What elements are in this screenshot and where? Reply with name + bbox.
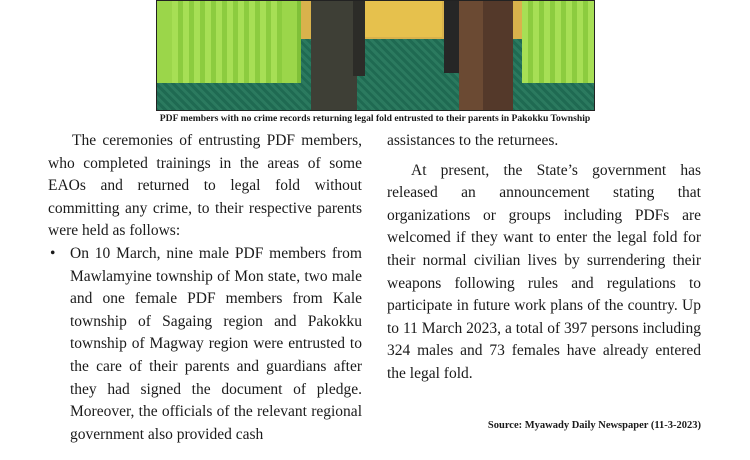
source-credit: Source: Myawady Daily Newspaper (11-3-2023) [487, 420, 701, 431]
photo-table-cloth-right [522, 1, 594, 83]
photo-table-cloth-left-folds [172, 1, 282, 83]
photo-caption: PDF members with no crime records returning legal fold entrusted to their parents in Pakokku Township [159, 113, 591, 124]
right-column [387, 130, 701, 386]
bullet-item [48, 243, 362, 446]
continuation-text: assistances to the returnees. [387, 132, 559, 149]
photo-person-dark [353, 1, 365, 76]
photo-person-uniform [311, 1, 357, 111]
intro-paragraph: The ceremonies of entrusting PDF members, who completed trainings in the areas of some EAOs and returned to legal fold without committing any crime, to their respective parents were held as follows: [48, 132, 362, 240]
photo-person-robe-shade [483, 1, 513, 111]
news-photo [156, 0, 595, 111]
photo-table [362, 1, 442, 37]
left-column [48, 130, 362, 446]
bullet-marker: • [50, 244, 56, 262]
bullet-text: On 10 March, nine male PDF members from Mawlamyine township of Mon state, two male and one female PDF members from Kale township of Sagaing region and Pakokku township of Magway region were entrusted to the care of their parents and guardians after they had signed the document of pledge. Moreover, the officials of the relevant regional government also provided cash [70, 244, 362, 443]
status-paragraph: At present, the State’s government has released an announcement stating that organizations or groups including PDFs are welcomed if they want to enter the legal fold for their normal civilian lives by surrendering their weapons following rules and regulations to participate in future work plans of the country. Up to 11 March 2023, a total of 397 persons including 324 males and 73 females have already entered the legal fold. [387, 161, 701, 382]
